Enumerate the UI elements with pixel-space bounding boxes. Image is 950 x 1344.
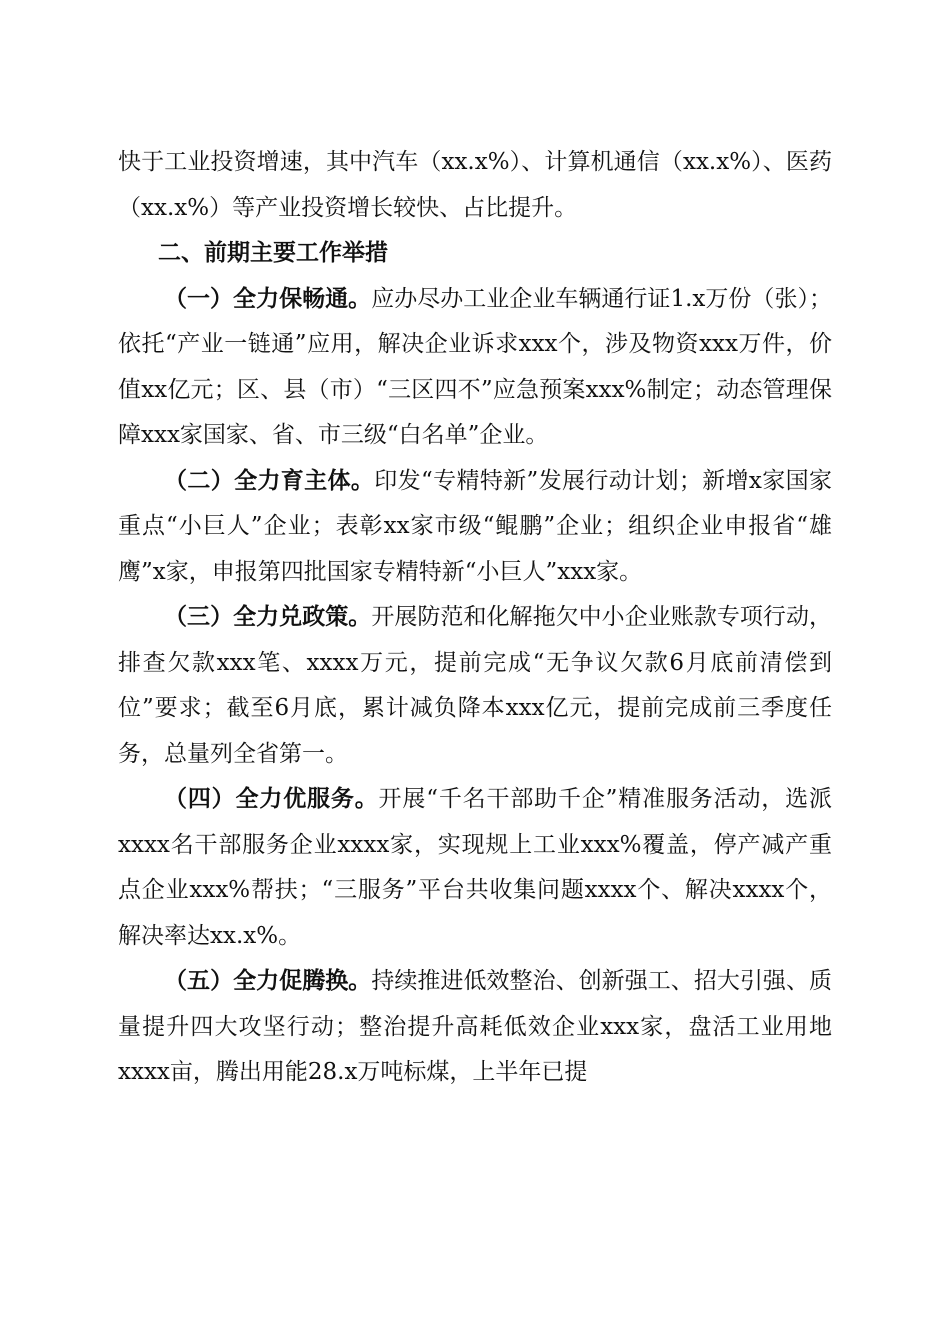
item-body-4: 开展“千名干部助千企”精准服务活动，选派xxxx名干部服务企业xxxx家，实现规上工业xxx%覆盖，停产减产重点企业xxx%帮扶；“三服务”平台共收集问题xxxx个、解决xxxx个，解决率达xx.x%。 xyxy=(118,786,832,949)
item-lead-2: （二）全力育主体。 xyxy=(164,467,375,494)
item-lead-3: （三）全力兑政策。 xyxy=(164,604,372,630)
item-paragraph-4 xyxy=(118,777,832,959)
item-lead-1: （一）全力保畅通。 xyxy=(164,285,372,312)
intro-paragraph: 快于工业投资增速，其中汽车（xx.x%）、计算机通信（xx.x%）、医药（xx.x%）等产业投资增长较快、占比提升。 xyxy=(118,149,832,221)
item-paragraph-2 xyxy=(118,459,832,596)
section-heading: 二、前期主要工作举措 xyxy=(158,240,388,266)
item-body-1: 应办尽办工业企业车辆通行证1.x万份（张）；依托“产业一链通”应用，解决企业诉求xxx个，涉及物资xxx万件，价值xx亿元；区、县（市）“三区四不”应急预案xxx%制定；动态管理保障xxx家国家、省、市三级“白名单”企业。 xyxy=(118,285,832,448)
item-lead-5: （五）全力促腾换。 xyxy=(164,968,372,994)
document-page xyxy=(118,140,832,1096)
item-paragraph-1 xyxy=(118,277,832,459)
item-lead-4: （四）全力优服务。 xyxy=(164,786,379,812)
item-body-5: 持续推进低效整治、创新强工、招大引强、质量提升四大攻坚行动；整治提升高耗低效企业xxx家，盘活工业用地xxxx亩，腾出用能28.x万吨标煤，上半年已提 xyxy=(118,968,833,1085)
item-paragraph-3 xyxy=(118,595,832,777)
item-paragraph-5 xyxy=(118,959,832,1096)
item-body-2: 印发“专精特新”发展行动计划；新增x家国家重点“小巨人”企业；表彰xx家市级“鲲鹏”企业；组织企业申报省“雄鹰”x家，申报第四批国家专精特新“小巨人”xxx家。 xyxy=(118,467,832,585)
item-body-3: 开展防范和化解拖欠中小企业账款专项行动，排查欠款xxx笔、xxxx万元，提前完成“无争议欠款6月底前清偿到位”要求；截至6月底，累计减负降本xxx亿元，提前完成前三季度任务，总量列全省第一。 xyxy=(118,604,833,767)
